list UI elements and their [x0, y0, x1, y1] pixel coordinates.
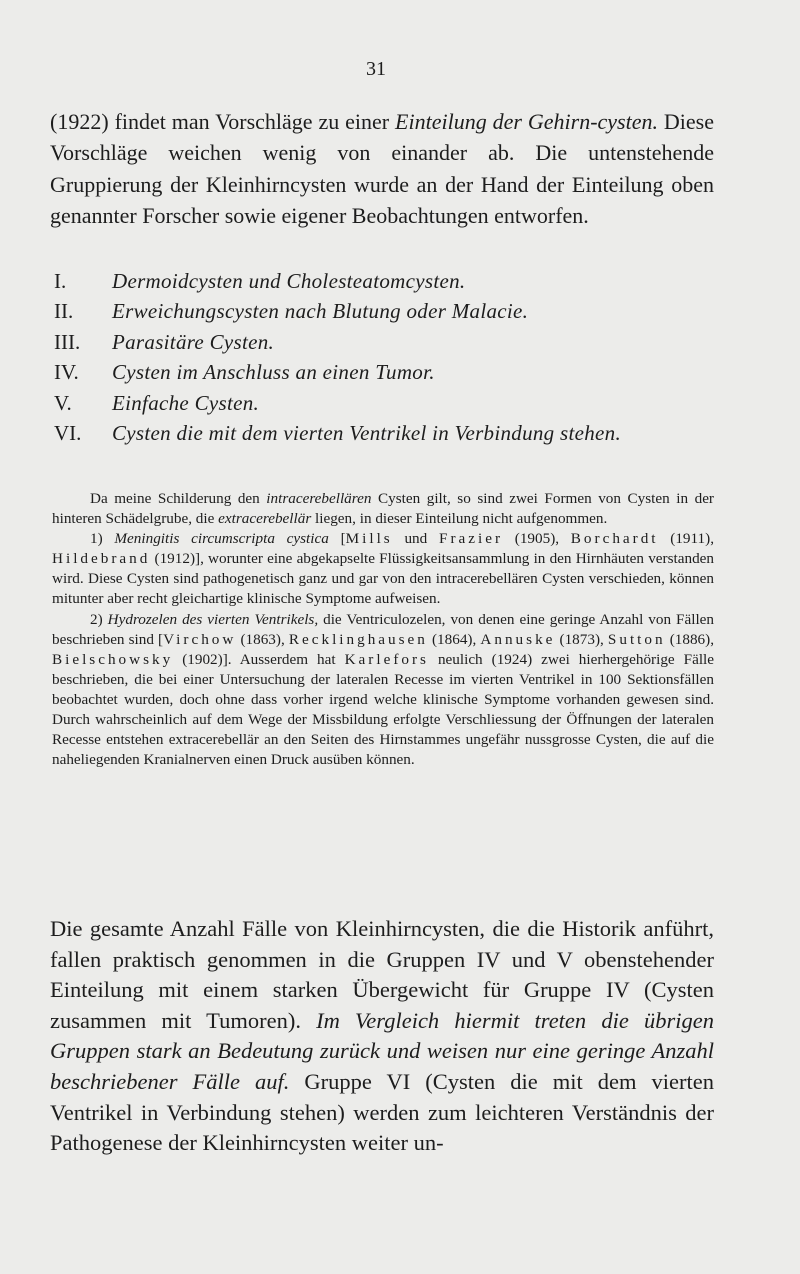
- text-run: neulich (1924) zwei hierhergehörige Fälle beschrieben, die bei einer Untersuchung der lateralen Recesse im vierten Ventrikel in 100 Sektionsfällen beobachtet wurden, doch ohne dass vorher irgend welche klinische Symptome vorhanden gewesen sind. Durch wahrscheinlich auf dem Wege der Missbildung erfolgte Verschliessung der Öffnungen der lateralen Recesse entstehen extracerebellär an den Seiten des Hirnstammes ungefähr nussgrosse Cysten, die auf die naheliegenden Kranialnerven einen Druck ausüben können.: [52, 650, 715, 769]
- list-number: VI.: [54, 421, 82, 446]
- list-text: Cysten die mit dem vierten Ventrikel in Verbindung stehen.: [112, 421, 622, 446]
- page-number: 31: [366, 58, 386, 80]
- text-run: (1911),: [658, 530, 714, 548]
- text-run: (1905),: [503, 530, 571, 548]
- text-run: [: [328, 530, 346, 548]
- list-item: [50, 357, 720, 387]
- list-item: [50, 418, 720, 448]
- text-run: Die gesamte Anzahl Fälle von Kleinhirncysten, die die Historik anführt, fallen praktisch genommen in die Gruppen IV und V obenstehender Einteilung mit einem starken Übergewicht für Gruppe IV (Cysten zusammen mit Tumoren).: [50, 916, 714, 1033]
- list-text: Erweichungscysten nach Blutung oder Malacie.: [112, 299, 529, 324]
- list-text: Cysten im Anschluss an einen Tumor.: [112, 360, 435, 385]
- text-run: Da meine Schilderung den: [90, 490, 267, 507]
- author-name: Mills: [345, 530, 393, 548]
- list-number: V.: [54, 390, 72, 415]
- text-run: (1873),: [555, 630, 608, 648]
- list-item: [50, 296, 720, 326]
- author-name: Annuske: [480, 630, 556, 648]
- text-run: (1864),: [427, 630, 481, 648]
- text-run: (1902)]. Ausserdem hat: [173, 650, 345, 668]
- footnote-intro: [52, 489, 714, 529]
- text-run: (1922) findet man Vorschläge zu einer: [50, 109, 396, 134]
- text-run: liegen, in dieser Einteilung nicht aufgenommen.: [311, 510, 608, 528]
- list-number: IV.: [54, 360, 79, 385]
- list-number: II.: [54, 299, 74, 324]
- author-name: Recklinghausen: [288, 630, 428, 648]
- text-run: Diese Vorschläge weichen wenig von einander ab. Die untenstehende Gruppierung der Kleinhirncysten wurde an der Hand der Einteilung oben genannter Forscher sowie eigener Beobachtungen entworfen.: [50, 109, 714, 229]
- text-run: die Ventriculozelen, von denen eine geringe Anzahl von Fällen beschrieben sind [: [52, 610, 714, 648]
- author-name: Bielschowsky: [52, 650, 174, 668]
- emphasis: Im Vergleich hiermit treten die übrigen Gruppen stark an Bedeutung zurück und weisen nur eine geringe Anzahl beschriebener Fälle auf.: [50, 1007, 714, 1094]
- text-run: (1912)], worunter eine abgekapselte Flüssigkeitsansammlung in den Hirnhäuten verstanden wird. Diese Cysten sind pathogenetisch ganz und gar von den intracerebellären Cysten verschieden, können mitunter aber recht gleichartige klinische Symptome aufweisen.: [52, 550, 714, 608]
- emphasis: intracerebellären: [266, 490, 372, 507]
- footnote-1: [52, 529, 714, 609]
- author-name: Virchow: [163, 630, 237, 648]
- closing-paragraph: [50, 914, 714, 1159]
- footnote-2: [52, 610, 714, 771]
- list-text: Parasitäre Cysten.: [112, 329, 275, 354]
- emphasis: Hydrozelen des vierten Ventrikels,: [107, 610, 319, 628]
- text-run: Gruppe VI (Cysten die mit dem vierten Ventrikel in Verbindung stehen) werden zum leichteren Verständnis der Pathogenese der Kleinhirncysten weiter un-: [50, 1068, 714, 1156]
- list-item: [50, 388, 720, 418]
- classification-list: [50, 266, 720, 448]
- list-number: III.: [54, 329, 81, 354]
- text-run: 2): [90, 610, 108, 628]
- list-text: Dermoidcysten und Cholesteatomcysten.: [112, 269, 466, 293]
- text-run: (1886),: [665, 630, 714, 648]
- text-run: (1863),: [236, 630, 289, 648]
- list-item: [50, 266, 720, 296]
- list-number: I.: [54, 269, 67, 293]
- opening-paragraph: [50, 106, 714, 232]
- author-name: Hildebrand: [52, 550, 151, 568]
- emphasis: Einteilung der Gehirn-cysten.: [395, 109, 658, 134]
- text-run: Cysten gilt, so sind zwei Formen von Cysten in der hinteren Schädelgrube, die: [52, 490, 714, 528]
- list-text: Einfache Cysten.: [112, 390, 260, 415]
- author-name: Borchardt: [570, 530, 659, 548]
- footnote-block: [52, 489, 714, 770]
- author-name: Sutton: [607, 630, 666, 648]
- text-run: und: [392, 530, 439, 548]
- author-name: Frazier: [439, 530, 504, 548]
- emphasis: extracerebellär: [218, 510, 312, 528]
- emphasis: Meningitis circumscripta cystica: [114, 530, 329, 548]
- list-item: [50, 327, 720, 357]
- author-name: Karlefors: [344, 650, 429, 668]
- text-run: 1): [90, 530, 115, 548]
